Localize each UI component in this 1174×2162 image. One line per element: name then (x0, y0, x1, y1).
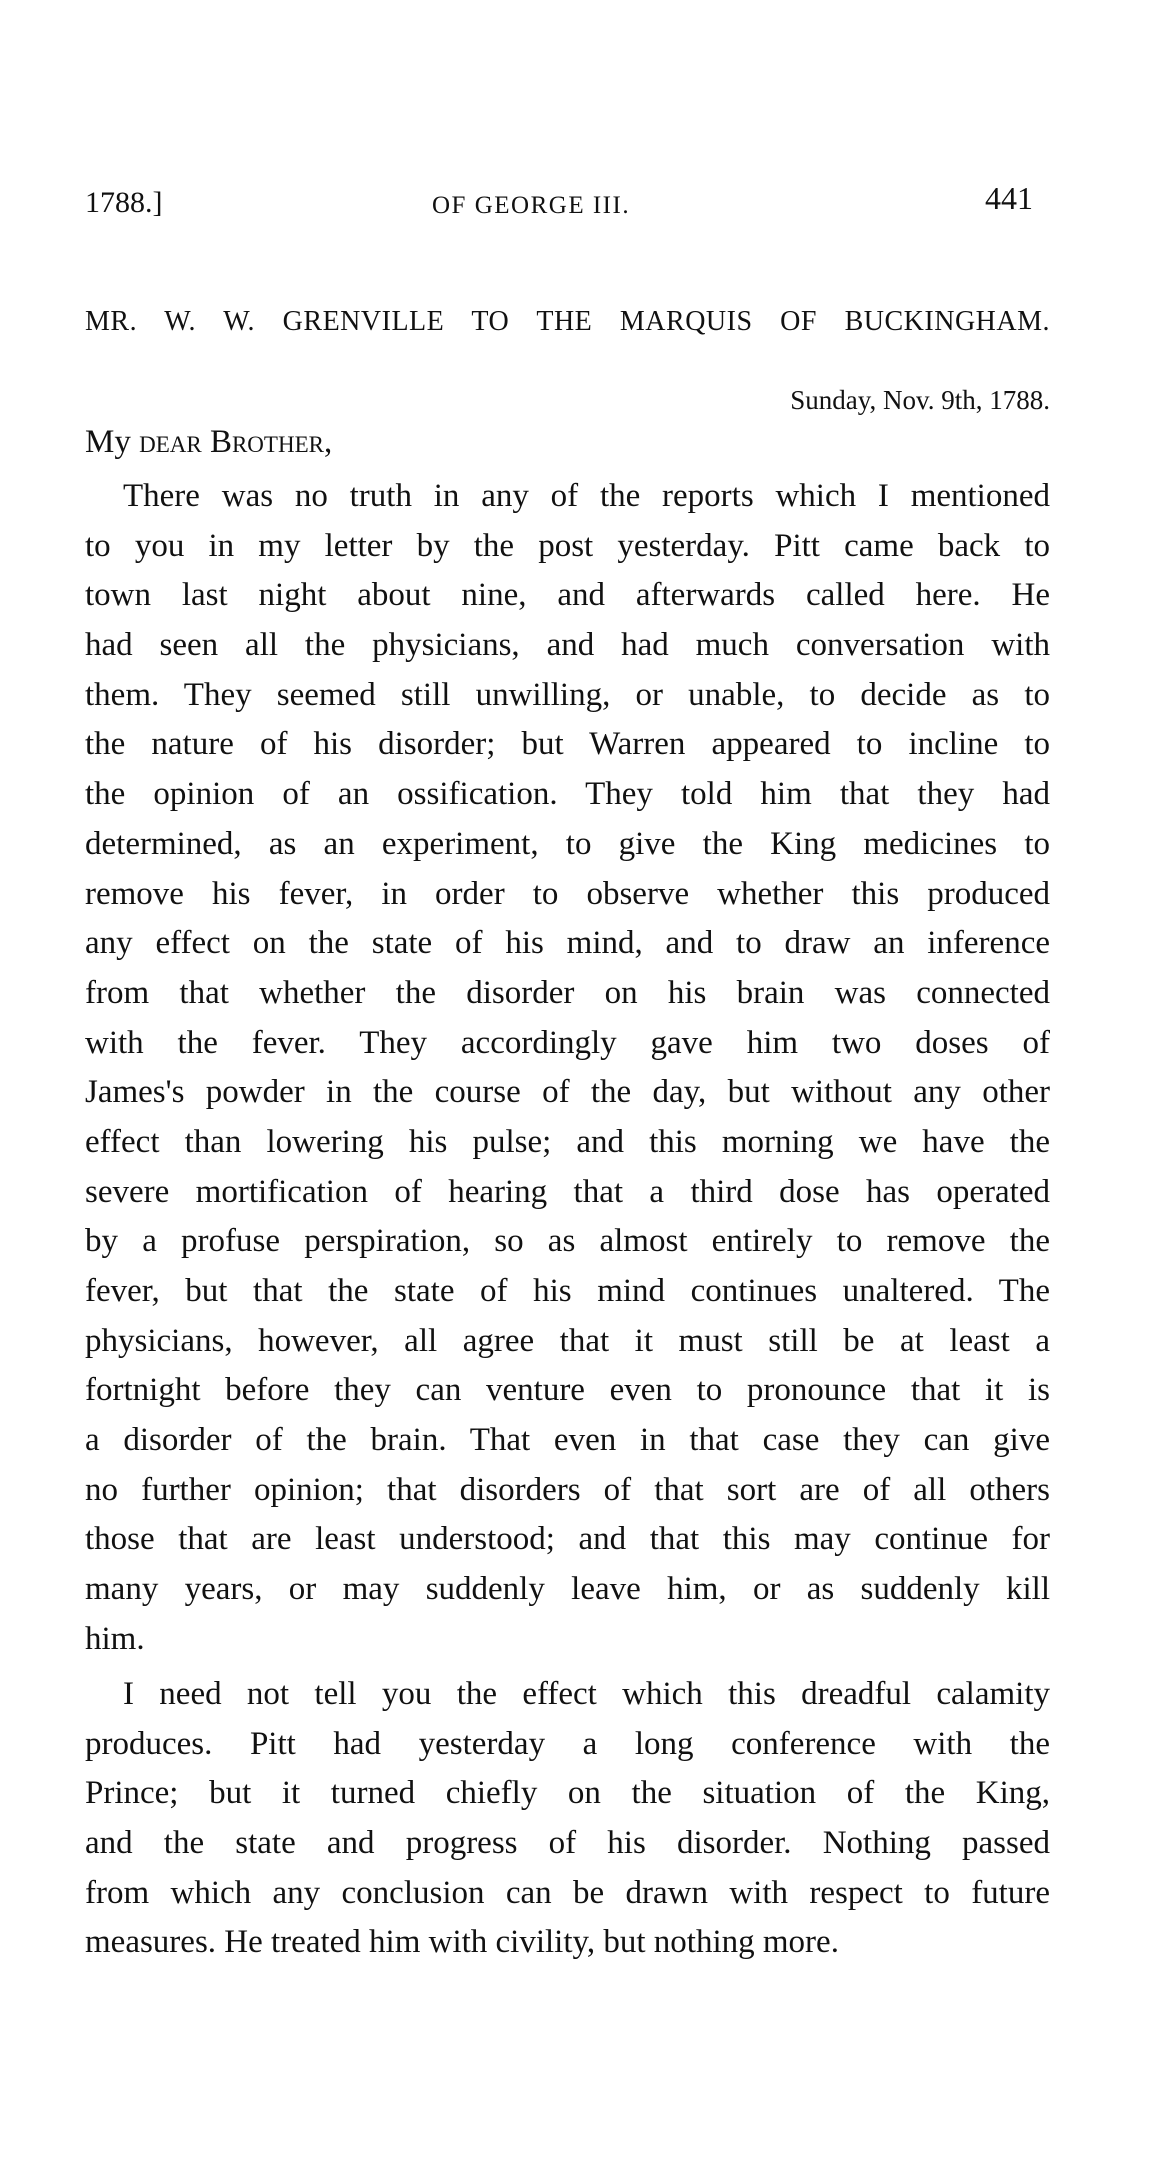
text-line: produces. Pitt had yesterday a long conference with the (85, 1725, 1050, 1762)
text-line: with the fever. They accordingly gave him two doses of (85, 1024, 1050, 1061)
text-line: town last night about nine, and afterwards called here. He (85, 577, 1050, 614)
text-line: There was no truth in any of the reports which I mentioned (123, 478, 1050, 514)
paragraph-1 (85, 472, 1050, 1665)
salutation (85, 424, 332, 461)
text-line: determined, as an experiment, to give the King medicines to (85, 825, 1050, 862)
text-line: from which any conclusion can be drawn with respect to future (85, 1874, 1050, 1911)
text-line: Prince; but it turned chiefly on the situation of the King, (85, 1775, 1050, 1812)
text-line: those that are least understood; and that this may continue for (85, 1521, 1050, 1558)
text-line: the nature of his disorder; but Warren appeared to incline to (85, 726, 1050, 763)
text-line: fever, but that the state of his mind continues unaltered. The (85, 1273, 1050, 1309)
letter-heading: MR. W. W. GRENVILLE TO THE MARQUIS OF BUCKINGHAM. (85, 306, 1050, 337)
text-line: to you in my letter by the post yesterday. Pitt came back to (85, 527, 1050, 564)
text-line: any effect on the state of his mind, and to draw an inference (85, 925, 1050, 962)
text-line: and the state and progress of his disorder. Nothing passed (85, 1825, 1050, 1862)
text-line: no further opinion; that disorders of that sort are of all others (85, 1471, 1050, 1508)
running-header-title: OF GEORGE III. (432, 192, 631, 219)
text-line: him. (85, 1620, 145, 1657)
salutation-rest: dear Brother, (139, 424, 333, 460)
text-line: remove his fever, in order to observe whether this produced (85, 875, 1050, 912)
running-header-year: 1788.] (85, 186, 163, 219)
salutation-first: My (85, 424, 131, 460)
text-line: many years, or may suddenly leave him, or as suddenly kill (85, 1571, 1050, 1608)
page-number: 441 (985, 180, 1033, 216)
text-line: severe mortification of hearing that a third dose has operated (85, 1173, 1050, 1210)
text-line: them. They seemed still unwilling, or unable, to decide as to (85, 676, 1050, 713)
text-line: from that whether the disorder on his brain was connected (85, 974, 1050, 1011)
text-line: fortnight before they can venture even to pronounce that it is (85, 1372, 1050, 1409)
text-line: a disorder of the brain. That even in that case they can give (85, 1422, 1050, 1459)
text-line: measures. He treated him with civility, but nothing more. (85, 1924, 839, 1961)
text-line: effect than lowering his pulse; and this morning we have the (85, 1123, 1050, 1160)
text-line: had seen all the physicians, and had much conversation with (85, 627, 1050, 664)
text-line: physicians, however, all agree that it must still be at least a (85, 1322, 1050, 1359)
text-line: by a profuse perspiration, so as almost entirely to remove the (85, 1223, 1050, 1260)
letter-date: Sunday, Nov. 9th, 1788. (790, 385, 1050, 415)
text-line: the opinion of an ossification. They told him that they had (85, 776, 1050, 813)
text-line: I need not tell you the effect which this dreadful calamity (123, 1676, 1050, 1712)
paragraph-2 (85, 1670, 1050, 1968)
text-line: James's powder in the course of the day, but without any other (85, 1074, 1050, 1111)
